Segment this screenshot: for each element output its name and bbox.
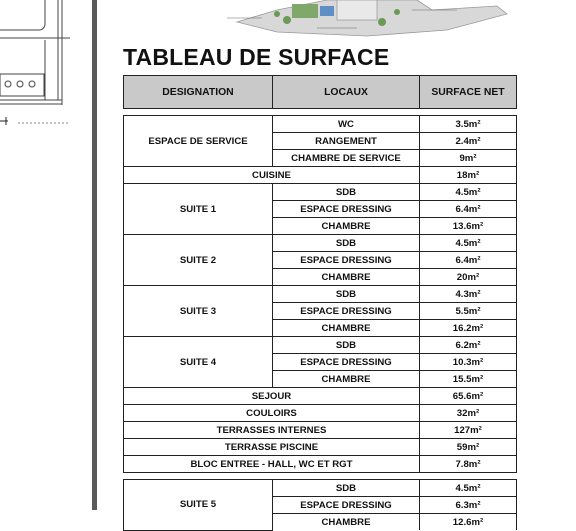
- local-cell: WC: [273, 116, 420, 133]
- surface-cell: 6.2m²: [420, 337, 517, 354]
- designation-cell: SUITE 1: [124, 184, 273, 235]
- designation-cell: TERRASSE PISCINE: [124, 439, 420, 456]
- table-row: [124, 116, 517, 133]
- local-cell: CHAMBRE DE SERVICE: [273, 150, 420, 167]
- local-cell: ESPACE DRESSING: [273, 497, 420, 514]
- surface-cell: 4.5m²: [420, 184, 517, 201]
- surface-cell: 4.5m²: [420, 235, 517, 252]
- table-row: [124, 388, 517, 405]
- designation-cell: SUITE 3: [124, 286, 273, 337]
- surface-cell: 12.6m²: [420, 514, 517, 531]
- designation-cell: ESPACE DE SERVICE: [124, 116, 273, 167]
- designation-cell: CUISINE: [124, 167, 420, 184]
- header-designation: DESIGNATION: [124, 76, 273, 109]
- local-cell: SDB: [273, 480, 420, 497]
- table-row: [124, 235, 517, 252]
- local-cell: SDB: [273, 235, 420, 252]
- surface-cell: 15.5m²: [420, 371, 517, 388]
- local-cell: CHAMBRE: [273, 320, 420, 337]
- designation-cell: BLOC ENTREE - HALL, WC ET RGT: [124, 456, 420, 473]
- local-cell: ESPACE DRESSING: [273, 201, 420, 218]
- surface-cell: 32m²: [420, 405, 517, 422]
- table-row: [124, 405, 517, 422]
- local-cell: ESPACE DRESSING: [273, 303, 420, 320]
- local-cell: CHAMBRE: [273, 371, 420, 388]
- surface-cell: 127m²: [420, 422, 517, 439]
- local-cell: SDB: [273, 286, 420, 303]
- designation-cell: COULOIRS: [124, 405, 420, 422]
- page-title: TABLEAU DE SURFACE: [123, 44, 390, 70]
- surface-cell: 4.5m²: [420, 480, 517, 497]
- table-row: [124, 422, 517, 439]
- table-row: [124, 337, 517, 354]
- local-cell: CHAMBRE: [273, 514, 420, 531]
- table-row: [124, 456, 517, 473]
- surface-cell: 18m²: [420, 167, 517, 184]
- surface-table: [123, 75, 517, 531]
- local-cell: ESPACE DRESSING: [273, 354, 420, 371]
- table-row: [124, 439, 517, 456]
- local-cell: SDB: [273, 184, 420, 201]
- floor-plan-fragment: [0, 0, 92, 510]
- surface-cell: 13.6m²: [420, 218, 517, 235]
- surface-cell: 6.4m²: [420, 252, 517, 269]
- surface-cell: 59m²: [420, 439, 517, 456]
- surface-cell: 4.3m²: [420, 286, 517, 303]
- table-row: [124, 184, 517, 201]
- surface-cell: 16.2m²: [420, 320, 517, 337]
- header-surface: SURFACE NET: [420, 76, 517, 109]
- table-row: [124, 480, 517, 497]
- surface-cell: 7.8m²: [420, 456, 517, 473]
- surface-cell: 20m²: [420, 269, 517, 286]
- header-locaux: LOCAUX: [273, 76, 420, 109]
- designation-cell: SEJOUR: [124, 388, 420, 405]
- surface-cell: 6.3m²: [420, 497, 517, 514]
- designation-cell: SUITE 2: [124, 235, 273, 286]
- surface-cell: 9m²: [420, 150, 517, 167]
- designation-cell: TERRASSES INTERNES: [124, 422, 420, 439]
- site-plan-image: [217, 0, 517, 36]
- surface-cell: 2.4m²: [420, 133, 517, 150]
- local-cell: SDB: [273, 337, 420, 354]
- local-cell: CHAMBRE: [273, 218, 420, 235]
- local-cell: RANGEMENT: [273, 133, 420, 150]
- surface-cell: 3.5m²: [420, 116, 517, 133]
- designation-cell: SUITE 4: [124, 337, 273, 388]
- document-page: [97, 0, 576, 528]
- surface-cell: 65.6m²: [420, 388, 517, 405]
- designation-cell: SUITE 5: [124, 480, 273, 531]
- table-row: [124, 286, 517, 303]
- surface-cell: 10.3m²: [420, 354, 517, 371]
- table-header-row: [124, 76, 517, 109]
- local-cell: CHAMBRE: [273, 269, 420, 286]
- surface-cell: 5.5m²: [420, 303, 517, 320]
- table-row: [124, 167, 517, 184]
- floor-plan-drawing: [0, 0, 92, 510]
- local-cell: ESPACE DRESSING: [273, 252, 420, 269]
- surface-cell: 6.4m²: [420, 201, 517, 218]
